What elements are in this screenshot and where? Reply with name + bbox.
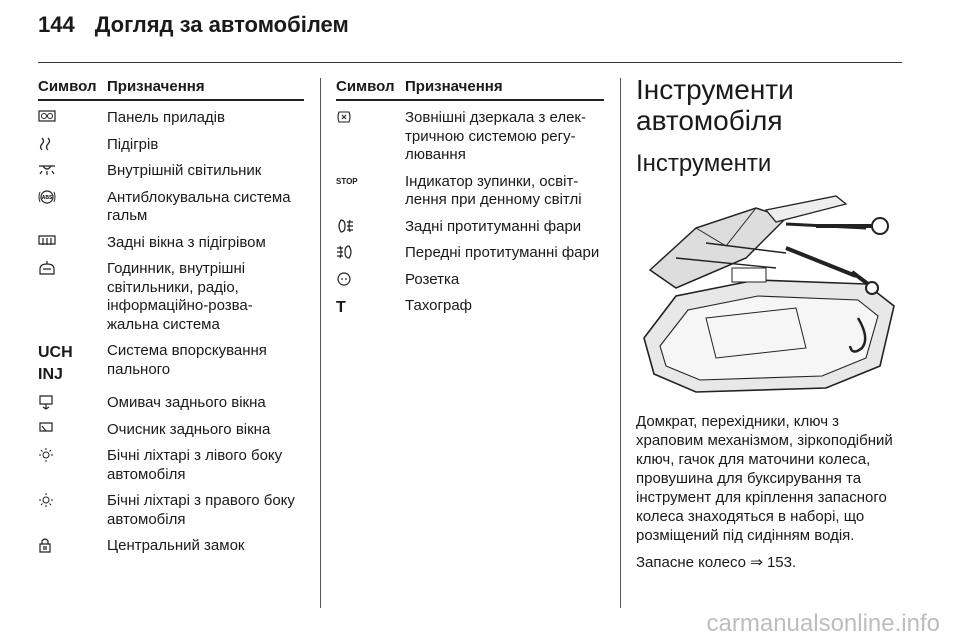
section-title: Інструменти автомобіля xyxy=(636,74,794,136)
section-subtitle: Інструменти xyxy=(636,150,772,177)
table-row xyxy=(38,537,304,556)
col-purpose-header: Призначення xyxy=(405,78,503,95)
row-desc: Антиблокувальна система гальм xyxy=(107,188,291,224)
side-light-left-icon xyxy=(38,447,107,484)
svg-text:ABS: ABS xyxy=(41,194,53,201)
stop-symbol: STOP xyxy=(336,176,358,186)
rear-washer-icon xyxy=(38,394,107,413)
header-rule xyxy=(38,62,902,63)
table-row xyxy=(336,244,604,263)
table-row xyxy=(336,173,604,210)
table-header xyxy=(38,78,304,101)
tachograph-symbol: T xyxy=(336,299,346,316)
instrument-panel-icon xyxy=(38,109,107,128)
table-row xyxy=(38,189,304,226)
mirror-icon xyxy=(336,109,405,165)
table-row xyxy=(336,271,604,290)
interior-light-icon xyxy=(38,162,107,181)
table-row xyxy=(38,136,304,155)
tool-kit-illustration xyxy=(636,188,902,400)
row-desc: Омивач заднього вікна xyxy=(107,394,266,411)
tools-paragraph: Домкрат, перехідники, ключ з храповим механізмом, зіркоподібний ключ, гачок для маточини колеса, провушина для буксирування та інструмент для кріплення запасного колеса знаходяться в наборі, що розміщений під сидінням водія. xyxy=(636,413,893,544)
rear-window-heating-icon xyxy=(38,234,107,253)
column-divider xyxy=(320,78,321,608)
reference-page: 153. xyxy=(766,554,797,571)
table-row xyxy=(38,394,304,413)
table-header xyxy=(336,78,604,101)
page-title: Догляд за автомобілем xyxy=(94,12,349,37)
page-header xyxy=(38,12,349,38)
column-divider xyxy=(620,78,621,608)
table-row xyxy=(38,447,304,484)
table-row xyxy=(38,492,304,529)
col-purpose-header: Призначення xyxy=(107,78,205,95)
rear-wiper-icon xyxy=(38,421,107,440)
table-row xyxy=(336,218,604,237)
table-row xyxy=(336,297,604,319)
table-row xyxy=(38,234,304,253)
row-desc: Панель приладів xyxy=(107,109,225,126)
row-desc: Зовнішні дзеркала з елек-тричною системою регу-лювання xyxy=(405,109,586,163)
table-row xyxy=(38,421,304,440)
heating-icon xyxy=(38,136,107,155)
row-desc: Індикатор зупинки, освіт-лення при денному світлі xyxy=(405,172,582,208)
page-number: 144 xyxy=(38,12,75,37)
row-desc: Задні протитуманні фари xyxy=(405,217,582,235)
row-desc: Система впорскування пального xyxy=(107,342,267,378)
row-desc: Очисник заднього вікна xyxy=(107,420,271,438)
symbol-table-2 xyxy=(336,78,604,319)
symbol-table-1 xyxy=(38,78,304,556)
table-row xyxy=(336,109,604,165)
row-desc: Задні вікна з підігрівом xyxy=(107,233,266,251)
row-desc: Центральний замок xyxy=(107,537,245,554)
reference-text: Запасне колесо xyxy=(636,554,747,571)
row-desc: Бічні ліхтарі з лівого боку автомобіля xyxy=(107,447,283,483)
rear-fog-icon xyxy=(336,218,405,237)
row-symbol-text: UCH INJ xyxy=(38,344,73,383)
col-symbol-header: Символ xyxy=(336,78,395,95)
row-desc: Передні протитуманні фари xyxy=(405,244,600,261)
reference-arrow-icon: ⇒ xyxy=(750,554,763,571)
side-light-right-icon xyxy=(38,492,107,529)
table-row xyxy=(38,342,304,386)
socket-icon xyxy=(336,271,405,290)
tools-section xyxy=(636,74,902,572)
table-row xyxy=(38,260,304,334)
front-fog-icon xyxy=(336,244,405,263)
row-desc: Тахограф xyxy=(405,297,473,314)
col-symbol-header: Символ xyxy=(38,78,97,95)
abs-icon xyxy=(38,189,107,226)
watermark: carmanualsonline.info xyxy=(706,610,940,637)
central-lock-icon xyxy=(38,537,107,556)
row-desc: Годинник, внутрішні світильники, радіо, інформаційно-розва-жальна система xyxy=(107,260,253,333)
clock-icon xyxy=(38,260,107,334)
row-desc: Розетка xyxy=(405,270,460,288)
spare-wheel-reference[interactable] xyxy=(636,553,902,572)
row-desc: Бічні ліхтарі з правого боку автомобіля xyxy=(107,492,295,528)
table-row xyxy=(38,162,304,181)
row-desc: Внутрішній світильник xyxy=(107,162,262,179)
table-row xyxy=(38,109,304,128)
row-desc: Підігрів xyxy=(107,135,159,153)
